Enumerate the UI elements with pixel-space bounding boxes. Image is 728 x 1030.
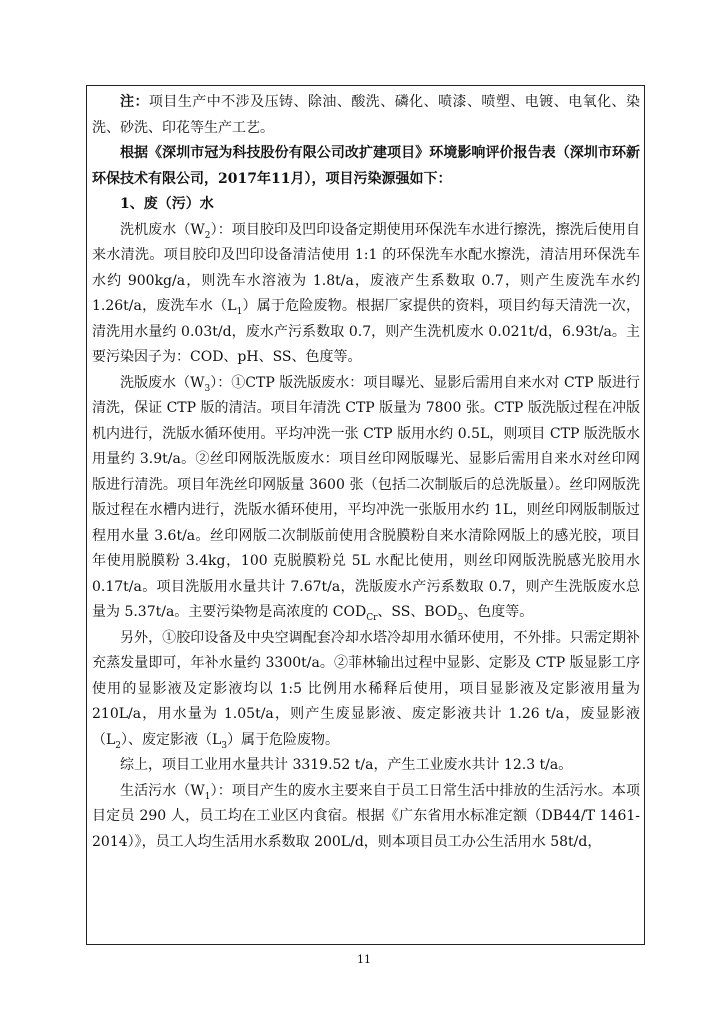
w3-text-a: 洗版废水（W — [120, 374, 205, 391]
intro-paragraph: 根据《深圳市冠为科技股份有限公司改扩建项目》环境影响评价报告表（深圳市环新环保技术有限公司，2017年11月），项目污染源强如下： — [92, 145, 640, 187]
note-paragraph — [92, 90, 640, 141]
note-label: 注： — [120, 94, 149, 110]
other-sub-2: 3 — [221, 740, 228, 751]
other-text-a: 另外，①胶印设备及中央空调配套冷却水塔冷却用水循环使用，不外排。只需定期补充蒸发量即可，年补水量约 3300t/a。②菲林输出过程中显影、定影及 CTP 版显影工序使用的显影液及定影液均以 1:5 比例用水稀释后使用，项目显影液及定影液用量为 210L/a，用水量为 1.05t/a，则产生废显影液、废定影液共计 1.26 t/a，废显影液（L — [92, 629, 640, 748]
w2-text-c: ）属于危险废物。根据厂家提供的资料，项目约每天清洗一次，清洗用水量约 0.03t/d，废水产污系数取 0.7，则产生洗机废水 0.021t/d，6.93t/a。主要污染因子为：COD、pH、SS、色度等。 — [92, 298, 640, 365]
document-body — [92, 90, 640, 855]
w2-text-b: ）：项目胶印及凹印设备定期使用环保洗车水进行擦洗，擦洗后使用自来水清洗。项目胶印及凹印设备清洁使用 1:1 的环保洗车水配水擦洗，清洁用环保洗车水约 900kg/a，则洗车水溶液为 1.8t/a，废液产生系数取 0.7，则产生废洗车水约 1.26t/a，废洗车水（L — [92, 221, 641, 314]
w3-sub-2: Cr — [366, 612, 378, 623]
w3-text-d: 、色度等。 — [463, 604, 534, 620]
w2-paragraph — [92, 218, 640, 371]
w2-text-a: 洗机废水（W — [120, 221, 205, 238]
w2-sub: 2 — [204, 230, 211, 241]
w3-text-b: ）：①CTP 版洗版废水：项目曝光、显影后需用自来水对 CTP 版进行清洗，保证 CTP 版的清洁。项目年清洗 CTP 版量为 7800 张。CTP 版洗版过程在冲版机内进行，洗版水循环使用。平均冲洗一张 CTP 版用水约 0.5L，则项目 CTP 版洗版水用量约 3.9t/a。②丝印网版洗版废水：项目丝印网版曝光、显影后需用自来水对丝印网版进行清洗。项目年洗丝印网版量 3600 张（包括二次制版后的总洗版量）。丝印网版洗版过程在水槽内进行，洗版水循环使用，平均冲洗一张版用水约 1L，则丝印网版制版过程用水量 3.6t/a。丝印网版二次制版前使用含脱膜粉自来水清除网版上的感光胶，项目年使用脱膜粉 3.4kg，100 克脱膜粉兑 5L 水配比使用，则丝印网版洗脱感光胶用水 0.17t/a。项目洗版用水量共计 7.67t/a，洗版废水产污系数取 0.7，则产生洗版废水总量为 5.37t/a。主要污染物是高浓度的 COD — [92, 374, 641, 620]
section-heading-wastewater: 1、废（污）水 — [120, 196, 214, 212]
w1-text-b: ）：项目产生的废水主要来自于员工日常生活中排放的生活污水。本项目定员 290 人，员工均在工业区内食宿。根据《广东省用水标准定额（DB44/T 1461-2014）》，员工人均生活用水系数取 200L/d，则本项目员工办公生活用水 58t/d， — [92, 782, 641, 850]
w3-text-c: 、SS、BOD — [377, 604, 458, 620]
w3-sub: 3 — [204, 383, 211, 394]
w1-paragraph — [92, 779, 640, 856]
w3-paragraph — [92, 371, 640, 626]
other-sub: 2 — [115, 740, 122, 751]
w1-text-a: 生活污水（W — [120, 782, 205, 799]
page-number: 11 — [357, 953, 371, 966]
note-text: 项目生产中不涉及压铸、除油、酸洗、磷化、喷漆、喷塑、电镀、电氧化、染洗、砂洗、印花等生产工艺。 — [92, 94, 641, 136]
other-text-b: ）、废定影液（L — [121, 731, 222, 748]
other-paragraph — [92, 626, 640, 754]
total-paragraph: 综上，项目工业用水量共计 3319.52 t/a，产生工业废水共计 12.3 t/a。 — [120, 757, 573, 773]
w2-sub-2: 1 — [236, 306, 243, 317]
w3-sub-3: 5 — [457, 612, 464, 623]
other-text-c: ）属于危险废物。 — [227, 731, 340, 748]
w1-sub: 1 — [204, 791, 211, 802]
